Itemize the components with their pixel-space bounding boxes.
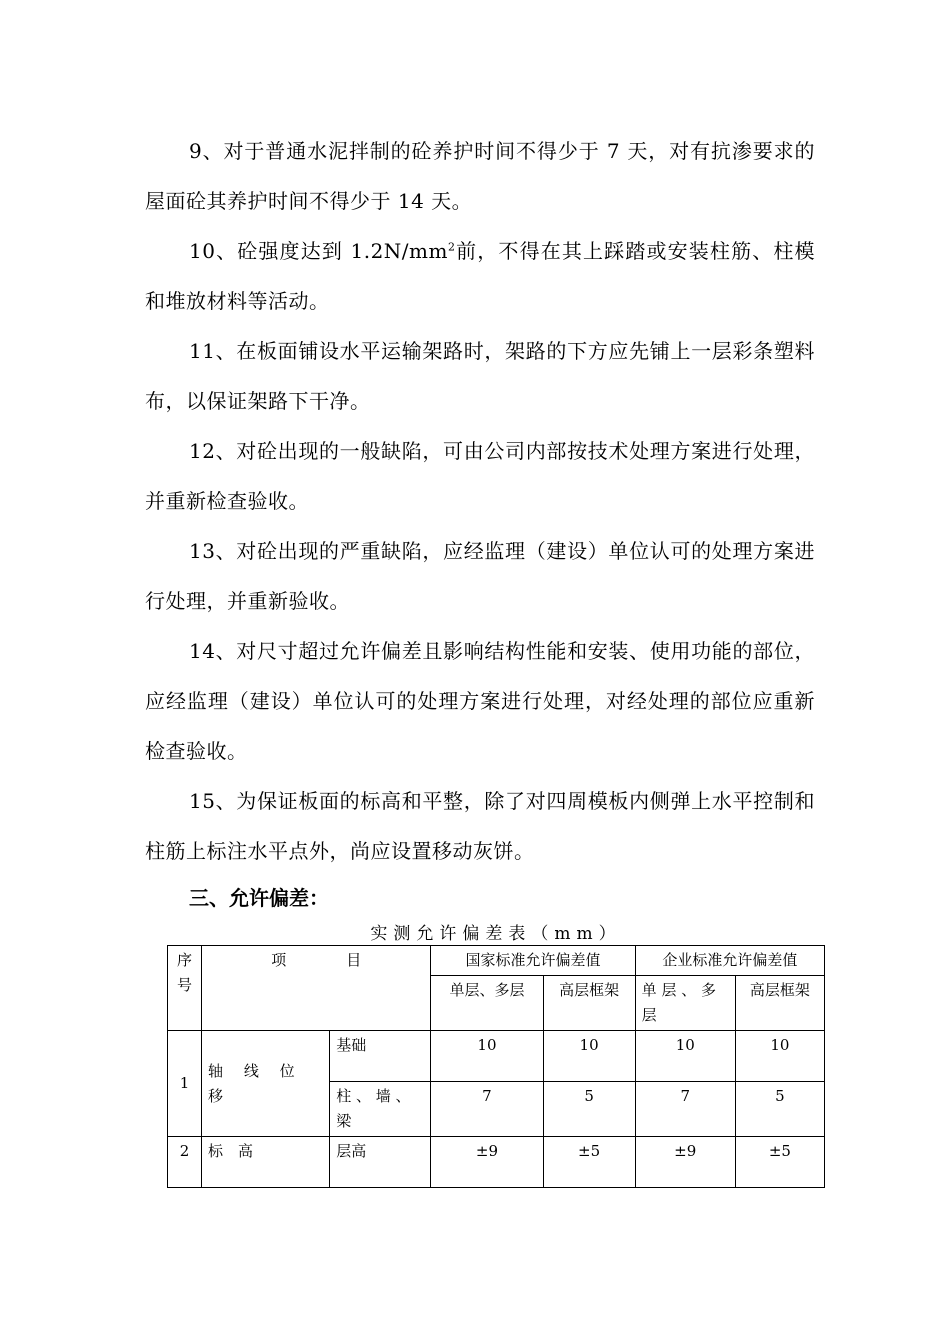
- row-1-seq: 1: [168, 1031, 202, 1137]
- header-item: 项 目: [202, 946, 431, 1031]
- header-enterprise: 企业标准允许偏差值: [635, 946, 824, 976]
- table-row: [168, 1137, 825, 1188]
- row-1-sub-2-val-3: 7: [635, 1082, 735, 1137]
- paragraph-15: 15、为保证板面的标高和平整，除了对四周模板内侧弹上水平控制和柱筋上标注水平点外，尚应设置移动灰饼。: [145, 789, 815, 863]
- paragraph-10-before: 10、砼强度达到 1.2N/mm: [189, 239, 448, 263]
- row-1-sub-1-label: 基础: [330, 1031, 431, 1082]
- row-2-sub-1-val-1: ±9: [431, 1137, 543, 1188]
- header-seq: 序号: [168, 946, 202, 1031]
- row-1-sub-2-val-1: 7: [431, 1082, 543, 1137]
- paragraph-12: 12、对砼出现的一般缺陷，可由公司内部按技术处理方案进行处理，并重新检查验收。: [145, 439, 815, 513]
- header-national-single: 单层、多层: [431, 976, 543, 1031]
- paragraph-13: 13、对砼出现的严重缺陷，应经监理（建设）单位认可的处理方案进行处理，并重新验收。: [145, 539, 815, 613]
- table-caption: 实测允许偏差表（mm）: [370, 924, 622, 944]
- row-2-sub-1-val-4: ±5: [735, 1137, 824, 1188]
- row-2-sub-1-val-2: ±5: [543, 1137, 635, 1188]
- row-1-sub-2-label: 柱 、 墙 、梁: [330, 1082, 431, 1137]
- row-1-item: 轴 线 位 移: [202, 1031, 330, 1137]
- header-national: 国家标准允许偏差值: [431, 946, 635, 976]
- deviation-table: [167, 945, 825, 1188]
- paragraph-10-superscript: 2: [447, 240, 456, 254]
- row-1-sub-1-val-4: 10: [735, 1031, 824, 1082]
- row-2-seq: 2: [168, 1137, 202, 1188]
- paragraph-9: 9、对于普通水泥拌制的砼养护时间不得少于 7 天，对有抗渗要求的屋面砼其养护时间不得少于 14 天。: [145, 139, 815, 213]
- header-enterprise-single: 单 层 、 多层: [635, 976, 735, 1031]
- row-2-sub-1-label: 层高: [330, 1137, 431, 1188]
- row-2-sub-1-val-3: ±9: [635, 1137, 735, 1188]
- table-row: [168, 1031, 825, 1082]
- table-header-row: [168, 946, 825, 976]
- row-1-sub-2-val-2: 5: [543, 1082, 635, 1137]
- paragraph-10: [145, 226, 815, 326]
- paragraph-11: 11、在板面铺设水平运输架路时，架路的下方应先铺上一层彩条塑料布，以保证架路下干净。: [145, 339, 815, 413]
- section-heading: 三、允许偏差：: [189, 886, 329, 910]
- row-1-sub-2-val-4: 5: [735, 1082, 824, 1137]
- row-1-sub-1-val-2: 10: [543, 1031, 635, 1082]
- row-2-item: 标 高: [202, 1137, 330, 1188]
- row-1-sub-1-val-1: 10: [431, 1031, 543, 1082]
- header-national-high: 高层框架: [543, 976, 635, 1031]
- header-enterprise-high: 高层框架: [735, 976, 824, 1031]
- paragraph-14: 14、对尺寸超过允许偏差且影响结构性能和安装、使用功能的部位，应经监理（建设）单位认可的处理方案进行处理，对经处理的部位应重新检查验收。: [145, 639, 815, 763]
- paragraph-10-after: 前，不得在其上踩踏或安装柱筋、柱模和堆放材料等活动。: [145, 239, 816, 313]
- row-1-sub-1-val-3: 10: [635, 1031, 735, 1082]
